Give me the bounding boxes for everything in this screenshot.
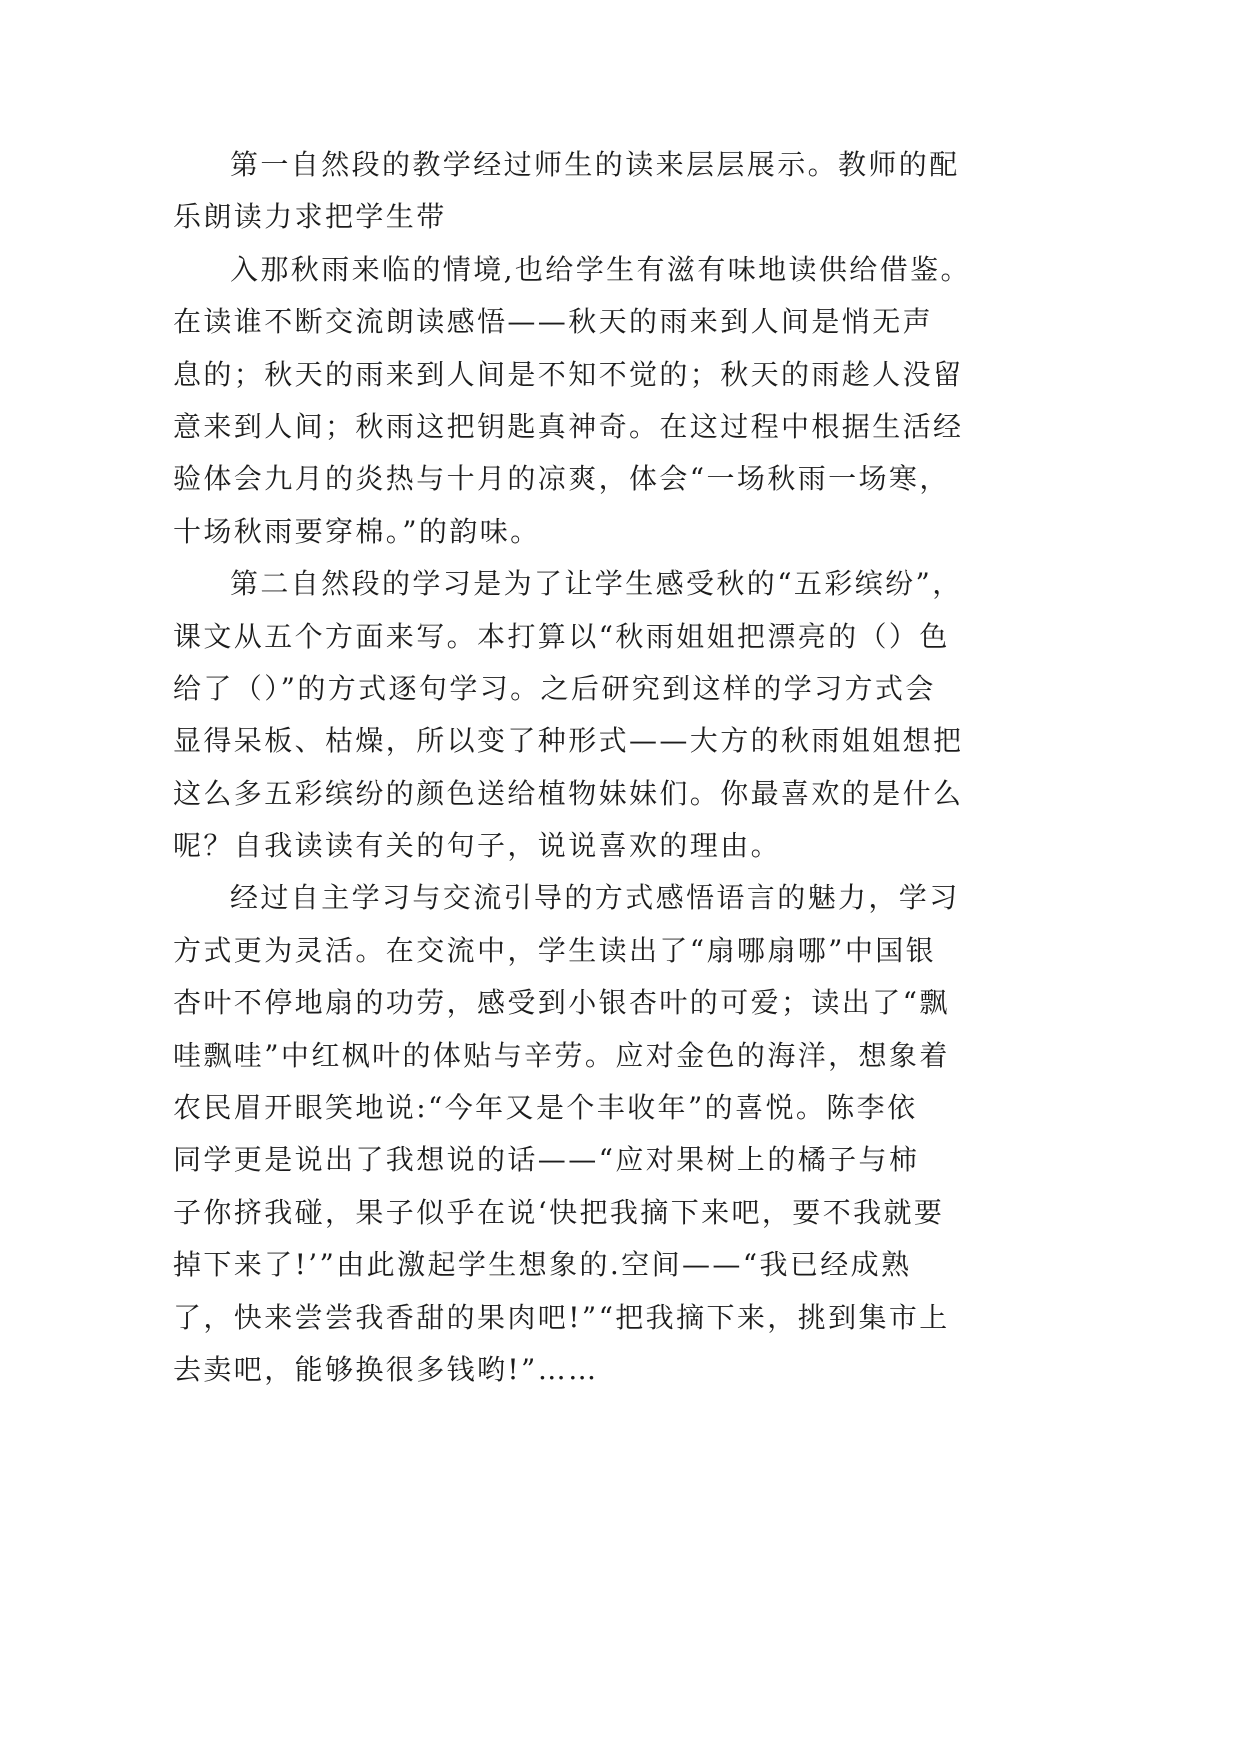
text-line: 第一自然段的教学经过师生的读来层层展示。教师的配 xyxy=(230,148,960,181)
text-line: 入那秋雨来临的情境,也给学生有滋有味地读供给借鉴。 xyxy=(230,252,971,286)
text-line: 子你挤我碰，果子似乎在说‘快把我摘下来吧，要不我就要 xyxy=(173,1195,945,1229)
text-line: 显得呆板、枯燥，所以变了种形式——大方的秋雨姐姐想把 xyxy=(173,724,964,758)
text-line: 息的；秋天的雨来到人间是不知不觉的；秋天的雨趁人没留 xyxy=(173,357,964,391)
paragraph-1 xyxy=(173,139,1073,244)
document-body xyxy=(173,139,1073,1396)
text-line: 这么多五彩缤纷的颜色送给植物妹妹们。你最喜欢的是什么 xyxy=(173,776,964,810)
text-line: 课文从五个方面来写。本打算以“秋雨姐姐把漂亮的（）色 xyxy=(173,619,950,653)
text-line: 十场秋雨要穿棉。”的韵味。 xyxy=(173,514,541,548)
text-line: 杏叶不停地扇的功劳，感受到小银杏叶的可爱；读出了“飘 xyxy=(173,986,950,1020)
text-line: 了，快来尝尝我香甜的果肉吧!”“把我摘下来，挑到集市上 xyxy=(173,1300,950,1334)
text-line: 第二自然段的学习是为了让学生感受秋的“五彩缤纷”， xyxy=(230,567,963,601)
text-line: 在读谁不断交流朗读感悟——秋天的雨来到人间是悄无声 xyxy=(173,305,934,339)
text-line: 验体会九月的炎热与十月的凉爽，体会“一场秋雨一场寒， xyxy=(173,462,950,496)
text-line: 方式更为灵活。在交流中，学生读出了“扇哪扇哪”中国银 xyxy=(173,933,937,967)
paragraph-2 xyxy=(173,244,1073,558)
text-line: 乐朗读力求把学生带 xyxy=(173,200,447,234)
text-line: 同学更是说出了我想说的话——“应对果树上的橘子与柿 xyxy=(173,1143,920,1177)
text-line: 去卖吧，能够换很多钱哟!”…… xyxy=(173,1352,599,1386)
paragraph-4 xyxy=(173,872,1073,1396)
text-line: 农民眉开眼笑地说:“今年又是个丰收年”的喜悦。陈李依 xyxy=(173,1091,918,1125)
paragraph-3 xyxy=(173,558,1073,872)
text-line: 掉下来了!’”由此激起学生想象的.空间——“我已经成熟 xyxy=(173,1248,912,1282)
text-line: 给了（）”的方式逐句学习。之后研究到这样的学习方式会 xyxy=(173,671,936,705)
text-line: 呢？自我读读有关的句子，说说喜欢的理由。 xyxy=(173,829,782,863)
text-line: 意来到人间；秋雨这把钥匙真神奇。在这过程中根据生活经 xyxy=(173,409,964,443)
text-line: 哇飘哇”中红枫叶的体贴与辛劳。应对金色的海洋，想象着 xyxy=(173,1038,950,1072)
text-line: 经过自主学习与交流引导的方式感悟语言的魅力，学习 xyxy=(230,881,960,915)
